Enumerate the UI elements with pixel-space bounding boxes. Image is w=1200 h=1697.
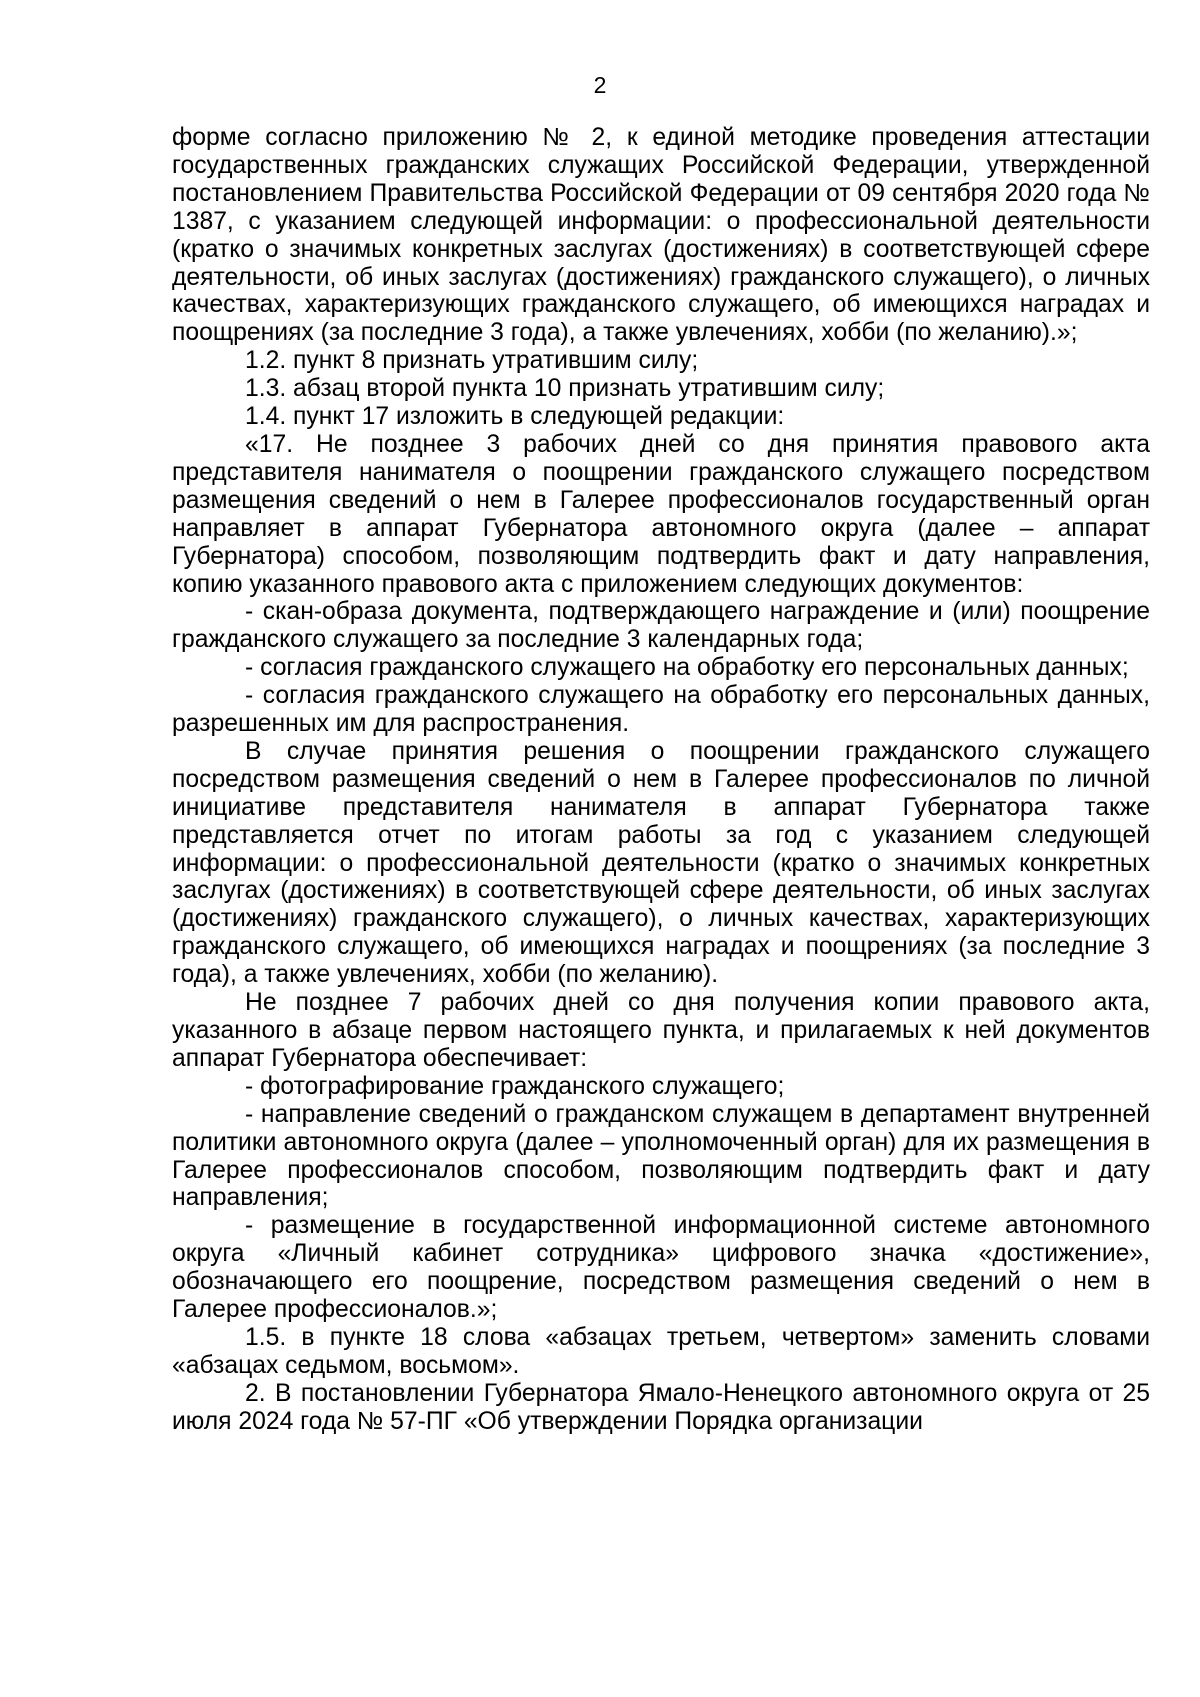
paragraph: В случае принятия решения о поощрении гражданского служащего посредством размещения сведений о нем в Галерее профессионалов по личной инициативе представителя нанимателя в аппарат Губернатора также представляется отчет по итогам работы за год с указанием следующей информации: о профессиональной деятельности (кратко о значимых конкретных заслугах (достижениях) в соответствующей сфере деятельности, об иных заслугах (достижениях) гражданского служащего), о личных качествах, характеризующих гражданского служащего, об имеющихся наградах и поощрениях (за последние 3 года), а также увлечениях, хобби (по желанию). [172,737,1150,989]
list-item: - направление сведений о гражданском служащем в департамент внутренней политики автономного округа (далее – уполномоченный орган) для их размещения в Галерее профессионалов способом, позволяющим подтвердить факт и дату направления; [172,1100,1150,1212]
paragraph: «17. Не позднее 3 рабочих дней со дня принятия правового акта представителя нанимателя о поощрении гражданского служащего посредством размещения сведений о нем в Галерее профессионалов государственный орган направляет в аппарат Губернатора автономного округа (далее – аппарат Губернатора) способом, позволяющим подтвердить факт и дату направления, копию указанного правового акта с приложением следующих документов: [172,430,1150,598]
list-item: - скан-образа документа, подтверждающего награждение и (или) поощрение гражданского служащего за последние 3 календарных года; [172,598,1150,654]
paragraph: 2. В постановлении Губернатора Ямало-Ненецкого автономного округа от 25 июля 2024 года № 57-ПГ «Об утверждении Порядка организации [172,1379,1150,1435]
page-number: 2 [593,72,607,98]
paragraph: 1.3. абзац второй пункта 10 признать утратившим силу; [245,375,885,403]
paragraph: форме согласно приложению № 2, к единой методике проведения аттестации государственных гражданских служащих Российской Федерации, утвержденной постановлением Правительства Российской Федерации от 09 сентября 2020 года № 1387, с указанием следующей информации: о профессиональной деятельности (кратко о значимых конкретных заслугах (достижениях) в соответствующей сфере деятельности, об иных заслугах (достижениях) гражданского служащего), о личных качествах, характеризующих гражданского служащего, об имеющихся наградах и поощрениях (за последние 3 года), а также увлечениях, хобби (по желанию).»; [172,124,1150,347]
paragraph: 1.5. в пункте 18 слова «абзацах третьем, четвертом» заменить словами «абзацах седьмом, восьмом». [172,1323,1150,1379]
list-item: - согласия гражданского служащего на обработку его персональных данных; [245,654,1129,682]
paragraph: 1.2. пункт 8 признать утратившим силу; [245,347,699,375]
list-item: - согласия гражданского служащего на обработку его персональных данных, разрешенных им для распространения. [172,682,1150,738]
list-item: - фотографирование гражданского служащего; [245,1072,785,1100]
paragraph: Не позднее 7 рабочих дней со дня получения копии правового акта, указанного в абзаце первом настоящего пункта, и прилагаемых к ней документов аппарат Губернатора обеспечивает: [172,989,1150,1072]
document-body [172,124,1150,1436]
list-item: - размещение в государственной информационной системе автономного округа «Личный кабинет сотрудника» цифрового значка «достижение», обозначающего его поощрение, посредством размещения сведений о нем в Галерее профессионалов.»; [172,1212,1150,1324]
paragraph: 1.4. пункт 17 изложить в следующей редакции: [245,403,785,431]
